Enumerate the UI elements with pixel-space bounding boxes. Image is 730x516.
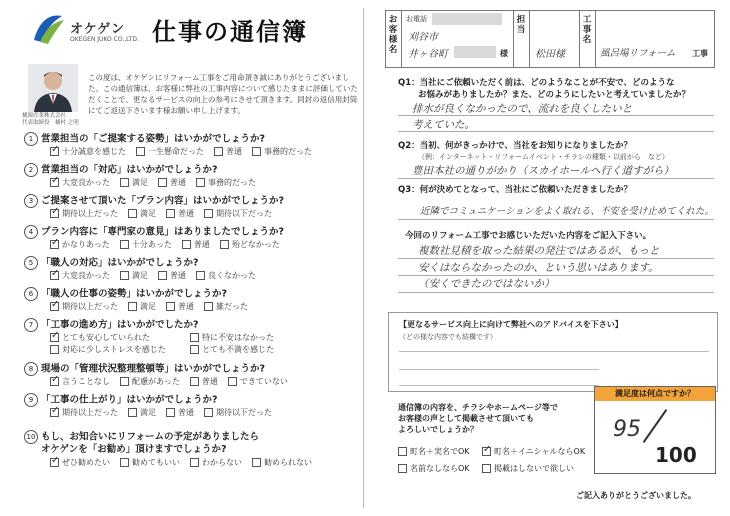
checkbox-icon[interactable]	[166, 408, 175, 417]
option-label: 大変良かった	[62, 178, 110, 187]
checkbox-icon[interactable]	[252, 458, 261, 467]
option-label: 良くなかった	[208, 271, 256, 280]
publish-option-label: 名前なしならOK	[410, 464, 470, 473]
option-checkbox[interactable]	[136, 146, 204, 157]
publish-option-label: 町名＋イニシャルならOK	[494, 447, 586, 456]
question-9	[24, 393, 359, 418]
option-checkbox[interactable]	[204, 407, 272, 418]
staff-value: 松田様	[535, 49, 565, 60]
question-6	[24, 287, 359, 312]
q3-label: Q3：何が決めてとなって、当社にご依頼いただきましたか？	[398, 185, 632, 195]
option-label: 満足	[140, 408, 156, 417]
option-checkbox[interactable]	[50, 301, 118, 312]
checked-box-icon[interactable]	[50, 240, 59, 249]
checked-box-icon[interactable]	[50, 408, 59, 417]
advice-note: （どの様な内容でも結構です）	[399, 333, 497, 341]
option-checkbox[interactable]	[190, 332, 274, 343]
option-label: 期待以上だった	[62, 209, 118, 218]
option-label: 十分誠意を感じた	[62, 147, 126, 156]
president-name: 代表取締役 桶村 之明	[22, 120, 79, 126]
option-checkbox[interactable]	[158, 177, 186, 188]
option-checkbox[interactable]	[166, 208, 194, 219]
option-label: 特に不安はなかった	[202, 333, 274, 342]
option-row	[50, 344, 359, 355]
question-number: 8	[24, 362, 38, 376]
question-text: 「職人の仕事の姿勢」はいかがでしょうか?	[41, 288, 228, 300]
president-photo	[28, 64, 78, 112]
question-number: 7	[24, 318, 38, 332]
option-label: かなりあった	[62, 240, 110, 249]
question-10	[24, 430, 359, 468]
intro-text: この度は、オケゲンにリフォーム工事をご用命頂き誠にありがとうございました。この通信簿は、お客様に弊社の工事内容について感じたままに評価していただくことで、更なるサービスの向上の参考にさせて頂きます。同封の返信用封筒にてご返送下さいます様お願い申し上げます。	[88, 73, 358, 115]
question-text: プラン内容に「専門家の意見」はありましたでしょうか?	[41, 226, 285, 238]
question-2	[24, 163, 359, 188]
question-number: 6	[24, 287, 38, 301]
question-text: ご提案させて頂いた「プラン内容」はいかがでしょうか?	[41, 195, 285, 207]
option-checkbox[interactable]	[158, 270, 186, 281]
question-7	[24, 318, 359, 355]
customer-info-table	[385, 10, 715, 68]
question-text: 営業担当の「ご提案する姿勢」はいかがでしょうか?	[41, 133, 266, 145]
option-label: 普通	[178, 302, 194, 311]
checkbox-icon[interactable]	[196, 271, 205, 280]
checkbox-icon[interactable]	[182, 240, 191, 249]
score-value: 95	[613, 417, 641, 442]
option-label: 言うことなし	[62, 377, 110, 386]
impression-answer-line2: 安くはならなかったのか、という思いはあります。	[418, 262, 659, 274]
checkbox-icon[interactable]	[158, 178, 167, 187]
option-label: 期待以上だった	[62, 408, 118, 417]
redacted-name	[454, 46, 496, 58]
option-checkbox[interactable]	[204, 208, 272, 219]
option-label: とても安心していられた	[62, 333, 150, 342]
checkbox-icon[interactable]	[166, 302, 175, 311]
q1-answer-line2: 考えていた。	[412, 119, 475, 131]
thanks-text: ご記入ありがとうございました。	[576, 491, 696, 500]
checkbox-icon[interactable]	[196, 178, 205, 187]
q3-answer: 近隣でコミュニケーションをよく取れる、不安を受け止めてくれた。	[420, 206, 714, 217]
project-label-cell	[580, 11, 596, 67]
checkbox-icon[interactable]	[190, 333, 199, 342]
checked-box-icon[interactable]	[50, 458, 59, 467]
advice-label: 【更なるサービス向上に向けて弊社へのアドバイスを下さい】	[399, 320, 623, 329]
logo-subtitle: OKEGEN JUKO CO.,LTD.	[70, 36, 139, 43]
question-number: 1	[24, 132, 38, 146]
option-checkbox[interactable]	[128, 208, 156, 219]
checkbox-icon[interactable]	[220, 240, 229, 249]
checked-box-icon[interactable]	[50, 377, 59, 386]
question-title	[24, 443, 359, 456]
checkbox-icon[interactable]	[190, 458, 199, 467]
company-logo	[30, 12, 150, 48]
question-text: オケゲンを「お勧め」頂けますでしょうか?	[41, 444, 227, 455]
publish-label: 通信簿の内容を、チラシやホームページ等で お客様の声として掲載させて頂いても よろしいでしょうか？	[398, 403, 558, 434]
option-checkbox[interactable]	[50, 177, 110, 188]
option-checkbox[interactable]	[50, 270, 110, 281]
question-number: 3	[24, 194, 38, 208]
option-label: ぜひ勧めたい	[62, 458, 110, 467]
option-checkbox[interactable]	[128, 301, 156, 312]
impression-answer-line1: 複数社見積を取った結果の発注ではあるが、もっと	[418, 245, 660, 257]
answer-line	[398, 131, 714, 132]
checkbox-icon[interactable]	[166, 209, 175, 218]
checkbox-icon[interactable]	[120, 458, 129, 467]
option-row	[50, 177, 359, 188]
checkbox-icon[interactable]	[214, 147, 223, 156]
option-checkbox[interactable]	[120, 177, 148, 188]
question-title	[24, 225, 359, 238]
q2-note: （例：インターネット・リフォームイベント・チラシの種類・以前から など）	[418, 153, 669, 161]
option-checkbox[interactable]	[190, 376, 218, 387]
checkbox-icon[interactable]	[482, 464, 491, 473]
score-box	[594, 386, 716, 474]
q1-label-line2: お悩みがありましたか？また、どのようにしたいと考えていましたか？	[418, 90, 691, 100]
logo-name: オケゲン	[70, 22, 125, 37]
question-number: 4	[24, 225, 38, 239]
option-label: 期待以上だった	[62, 302, 118, 311]
answer-line	[398, 219, 714, 220]
honorific: 様	[500, 49, 508, 58]
checkbox-icon[interactable]	[204, 302, 213, 311]
question-3	[24, 194, 359, 219]
customer-label-cell	[386, 11, 402, 67]
answer-line	[398, 115, 714, 116]
checkbox-icon[interactable]	[158, 271, 167, 280]
checkbox-icon[interactable]	[128, 302, 137, 311]
publish-option[interactable]	[398, 446, 470, 457]
checkbox-icon[interactable]	[204, 408, 213, 417]
option-checkbox[interactable]	[128, 407, 156, 418]
option-label: 普通	[178, 209, 194, 218]
option-checkbox[interactable]	[120, 376, 180, 387]
option-label: 満足	[132, 271, 148, 280]
option-checkbox[interactable]	[196, 270, 256, 281]
checkbox-icon[interactable]	[50, 345, 59, 354]
question-5	[24, 256, 359, 281]
checkbox-icon[interactable]	[136, 147, 145, 156]
question-title	[24, 132, 359, 145]
q1-answer-line1: 排水が良くなかったので、流れを良くしたいと	[412, 103, 633, 115]
option-label: 大変良かった	[62, 271, 110, 280]
option-label: 対応に少しストレスを感じた	[62, 345, 166, 354]
checkbox-icon[interactable]	[120, 240, 129, 249]
option-label: 満足	[132, 178, 148, 187]
option-label: とても不満を感じた	[202, 345, 274, 354]
staff-label-cell	[514, 11, 530, 67]
checked-box-icon[interactable]	[50, 147, 59, 156]
option-row	[50, 239, 359, 250]
option-checkbox[interactable]	[182, 239, 210, 250]
checkbox-icon[interactable]	[128, 209, 137, 218]
option-label: 期待以下だった	[216, 209, 272, 218]
customer-label: お客様名	[388, 15, 398, 55]
question-1	[24, 132, 359, 157]
phone-label: お電話	[406, 15, 427, 23]
advice-box	[388, 312, 718, 392]
option-checkbox[interactable]	[220, 239, 280, 250]
answer-line	[398, 178, 714, 179]
option-label: 満足	[140, 209, 156, 218]
option-checkbox[interactable]	[50, 208, 118, 219]
option-label: 期待以下だった	[216, 408, 272, 417]
checkbox-icon[interactable]	[120, 271, 129, 280]
option-checkbox[interactable]	[190, 457, 242, 468]
q2-label: Q2：当初、何がきっかけで、当社をお知りになりましたか？	[398, 141, 632, 151]
checkbox-icon[interactable]	[398, 464, 407, 473]
option-label: 普通	[193, 240, 210, 249]
president-company: 桶源産業株式会社	[22, 113, 67, 119]
question-title	[24, 393, 359, 406]
option-checkbox[interactable]	[204, 301, 248, 312]
checked-box-icon[interactable]	[50, 209, 59, 218]
option-checkbox[interactable]	[50, 239, 110, 250]
question-number: 5	[24, 256, 38, 270]
option-label: 普通	[201, 377, 218, 386]
option-checkbox[interactable]	[50, 457, 110, 468]
question-title	[24, 318, 359, 331]
question-number: 2	[24, 163, 38, 177]
option-label: できていない	[239, 377, 288, 386]
option-row	[50, 376, 359, 387]
option-checkbox[interactable]	[50, 376, 110, 387]
project-suffix: 工事	[692, 49, 708, 58]
publish-option-label: 掲載はしないで欲しい	[494, 464, 574, 473]
q2-answer: 豊田本社の通りがかり（スカイホールへ行く道すがら）	[412, 165, 674, 177]
answer-line	[398, 258, 714, 259]
checked-box-icon[interactable]	[50, 178, 59, 187]
column-divider	[363, 8, 364, 508]
option-checkbox[interactable]	[166, 407, 194, 418]
question-text: 「工事の仕上がり」はいかがでしょうか?	[41, 394, 218, 406]
page-title: 仕事の通信簿	[152, 18, 308, 46]
question-text: 「職人の対応」はいかがでしょうか?	[41, 257, 199, 269]
customer-field	[402, 11, 514, 67]
option-label: 殆どなかった	[231, 240, 280, 249]
person-icon	[28, 64, 78, 112]
option-label: わからない	[202, 458, 242, 467]
impression-label: 今回のリフォーム工事でお感じいただいた内容をご記入下さい。	[405, 231, 652, 241]
checkbox-icon[interactable]	[120, 178, 129, 187]
checkbox-icon[interactable]	[190, 345, 199, 354]
option-row	[50, 270, 359, 281]
option-checkbox[interactable]	[120, 239, 172, 250]
town-value: 井ヶ谷町	[408, 49, 448, 60]
question-title	[24, 194, 359, 207]
question-4	[24, 225, 359, 250]
question-text: 「工事の進め方」はいかがでしたか?	[41, 319, 199, 331]
option-label: 普通	[226, 147, 242, 156]
address-value: 刈谷市	[408, 32, 438, 43]
option-row	[50, 146, 359, 157]
option-checkbox[interactable]	[252, 146, 312, 157]
project-label: 工事名	[582, 15, 592, 45]
q1-label: Q1：当社にご依頼いただく前は、どのようなことが不安で、どのような	[398, 78, 675, 88]
question-number: 10	[24, 430, 38, 444]
question-text: 営業担当の「対応」はいかがでしょうか?	[41, 164, 218, 176]
option-checkbox[interactable]	[190, 344, 274, 355]
question-title	[24, 362, 359, 375]
option-checkbox[interactable]	[196, 177, 256, 188]
staff-label: 担当	[516, 15, 526, 35]
option-label: 勧められない	[264, 458, 312, 467]
option-label: 事務的だった	[208, 178, 256, 187]
option-checkbox[interactable]	[120, 270, 148, 281]
publish-option[interactable]	[482, 463, 574, 474]
score-max: 100	[655, 443, 697, 467]
advice-line	[399, 369, 599, 370]
project-field	[596, 11, 714, 67]
option-row	[50, 407, 359, 418]
option-label: 十分あった	[131, 240, 172, 249]
question-number: 9	[24, 393, 38, 407]
advice-line	[399, 385, 599, 386]
question-8	[24, 362, 359, 387]
question-text: 現場の「管理状況整理整頓等」はいかがでしょうか?	[41, 363, 266, 375]
option-label: 満足	[140, 302, 156, 311]
checked-box-icon[interactable]	[50, 271, 59, 280]
option-checkbox[interactable]	[50, 332, 180, 343]
logo-mark-icon	[30, 12, 66, 46]
option-checkbox[interactable]	[50, 344, 180, 355]
option-checkbox[interactable]	[166, 301, 194, 312]
option-checkbox[interactable]	[252, 457, 312, 468]
option-checkbox[interactable]	[50, 146, 126, 157]
redacted-phone	[432, 13, 502, 25]
option-row	[50, 457, 359, 468]
option-checkbox[interactable]	[228, 376, 288, 387]
option-label: 事務的だった	[264, 147, 312, 156]
publish-option[interactable]	[398, 463, 470, 474]
publish-option-label: 町名＋実名でOK	[410, 447, 470, 456]
staff-field	[530, 11, 580, 67]
option-label: 一生懸命だった	[148, 147, 204, 156]
option-label: 普通	[170, 271, 186, 280]
option-label: 雑だった	[216, 302, 248, 311]
answer-line	[398, 292, 714, 293]
option-checkbox[interactable]	[214, 146, 242, 157]
checked-box-icon[interactable]	[50, 333, 59, 342]
advice-line	[399, 351, 709, 352]
question-title	[24, 163, 359, 176]
option-label: 普通	[170, 178, 186, 187]
project-value: 風呂場リフォーム	[600, 48, 676, 59]
checkbox-icon[interactable]	[204, 209, 213, 218]
option-label: 普通	[178, 408, 194, 417]
option-label: 勧めてもいい	[132, 458, 180, 467]
score-slash	[643, 409, 668, 443]
checked-box-icon[interactable]	[50, 302, 59, 311]
checkbox-icon[interactable]	[190, 377, 199, 386]
publish-option[interactable]	[482, 446, 585, 457]
checkbox-icon[interactable]	[228, 377, 237, 386]
president-caption	[22, 113, 79, 127]
question-title	[24, 430, 359, 443]
checked-box-icon[interactable]	[482, 447, 491, 456]
option-checkbox[interactable]	[120, 457, 180, 468]
checkbox-icon[interactable]	[398, 447, 407, 456]
option-row	[50, 332, 359, 343]
score-label: 満足度は何点ですか？	[595, 387, 715, 401]
option-row	[50, 301, 359, 312]
option-label: 配慮があった	[132, 377, 180, 386]
checkbox-icon[interactable]	[128, 408, 137, 417]
question-title	[24, 287, 359, 300]
option-checkbox[interactable]	[50, 407, 118, 418]
question-title	[24, 256, 359, 269]
checkbox-icon[interactable]	[252, 147, 261, 156]
question-text: もし、お知合いにリフォームの予定がありましたら	[41, 431, 260, 443]
impression-answer-line3: （安くできたのではないか）	[418, 278, 555, 290]
checkbox-icon[interactable]	[120, 377, 129, 386]
option-row	[50, 208, 359, 219]
